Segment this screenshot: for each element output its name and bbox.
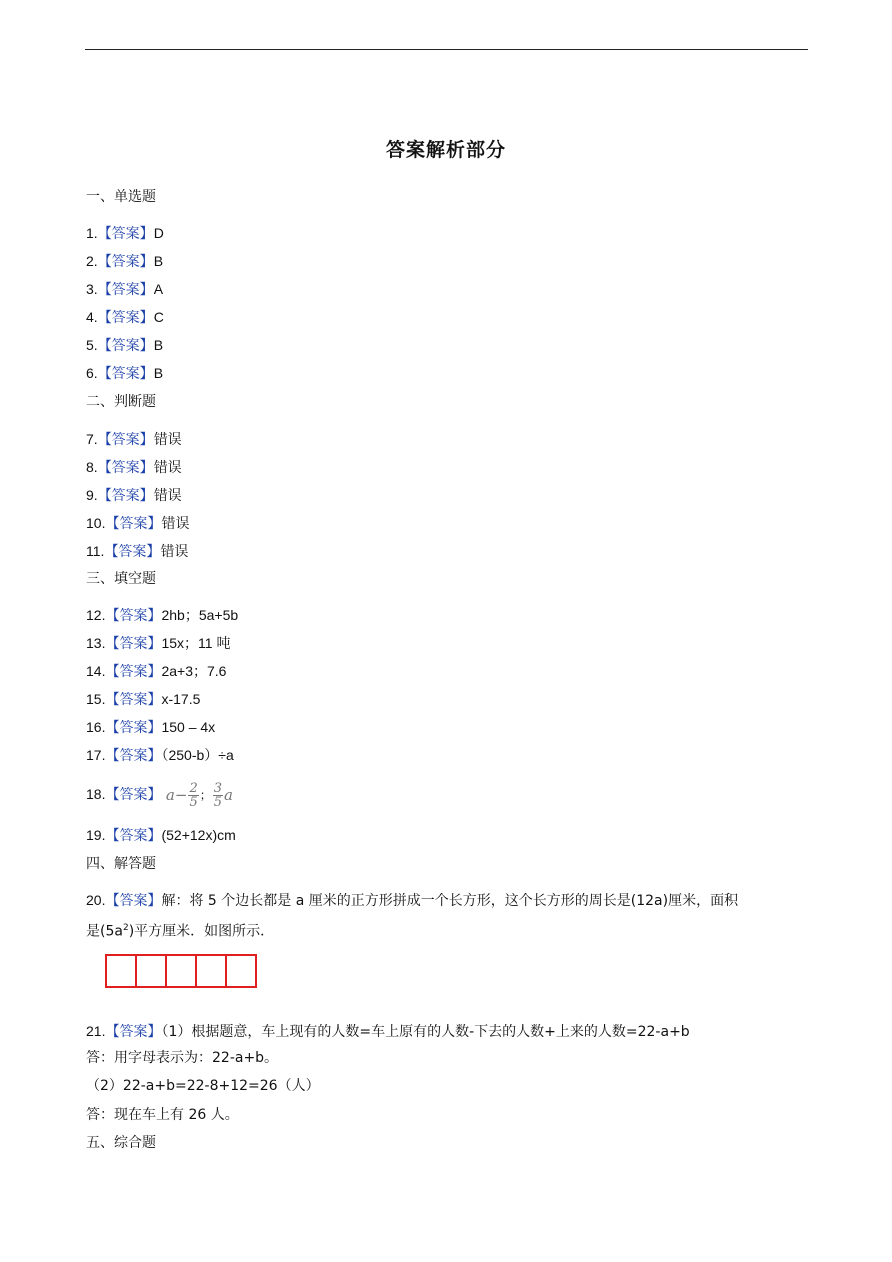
answer-14: 14.【答案】2a+3；7.6 [86, 663, 227, 680]
answer-21-line-2: 答：用字母表示为：22-a+b。 [86, 1050, 279, 1066]
answer-12: 12.【答案】2hb；5a+5b [86, 607, 239, 624]
square-2 [135, 954, 167, 988]
section-heading-true-false: 二、判断题 [86, 394, 156, 410]
fraction-2-5: $\frac{2}{5}$ [189, 780, 198, 810]
answer-20-line-2: 是$(5a^2)$平方厘米．如图所示． [86, 923, 275, 940]
answer-9: 9.【答案】错误 [86, 487, 182, 504]
formula-a: a [165, 786, 175, 804]
fraction-3-5: $\frac{3}{5}$ [213, 780, 223, 810]
answer-7: 7.【答案】错误 [86, 431, 182, 448]
section-heading-fill-blank: 三、填空题 [86, 571, 156, 587]
answer-11: 11.【答案】错误 [86, 543, 189, 560]
square-4 [195, 954, 227, 988]
page-title: 答案解析部分 [385, 139, 506, 161]
square-5 [225, 954, 257, 988]
section-heading-comprehensive: 五、综合题 [86, 1135, 156, 1151]
answer-1: 1.【答案】D [86, 225, 164, 242]
answer-20-line-1: 20.【答案】解：将 5 个边长都是 a 厘米的正方形拼成一个长方形，这个长方形的周长是(12a)厘米，面积 [86, 892, 739, 909]
answer-17: 17.【答案】（250-b）÷a [86, 747, 234, 764]
answer-8: 8.【答案】错误 [86, 459, 182, 476]
answer-19: 19.【答案】(52+12x)cm [86, 827, 236, 844]
section-heading-single-choice: 一、单选题 [86, 189, 156, 205]
answer-21-line-1: 21.【答案】（1）根据题意，车上现有的人数=车上原有的人数-下去的人数+上来的人数=22-a+b [86, 1023, 690, 1040]
answer-16: 16.【答案】150 – 4x [86, 719, 216, 736]
answer-2: 2.【答案】B [86, 253, 164, 270]
five-squares-figure [105, 954, 257, 988]
answer-4: 4.【答案】C [86, 309, 164, 326]
answer-21-line-4: 答：现在车上有 26 人。 [86, 1107, 239, 1123]
answer-18: 18.【答案】 a− $\frac{2}{5}$ ； $\frac{3}{5}$ a [86, 780, 233, 810]
square-1 [105, 954, 137, 988]
answer-3: 3.【答案】A [86, 281, 164, 298]
answer-13: 13.【答案】15x；11 吨 [86, 635, 231, 652]
header-rule [85, 49, 808, 50]
answer-21-line-3: （2）22-a+b=22-8+12=26（人） [86, 1078, 320, 1094]
section-heading-solve: 四、解答题 [86, 856, 156, 872]
square-3 [165, 954, 197, 988]
answer-5: 5.【答案】B [86, 337, 164, 354]
answer-15: 15.【答案】x-17.5 [86, 691, 201, 708]
answer-10: 10.【答案】错误 [86, 515, 190, 532]
answer-6: 6.【答案】B [86, 365, 164, 382]
